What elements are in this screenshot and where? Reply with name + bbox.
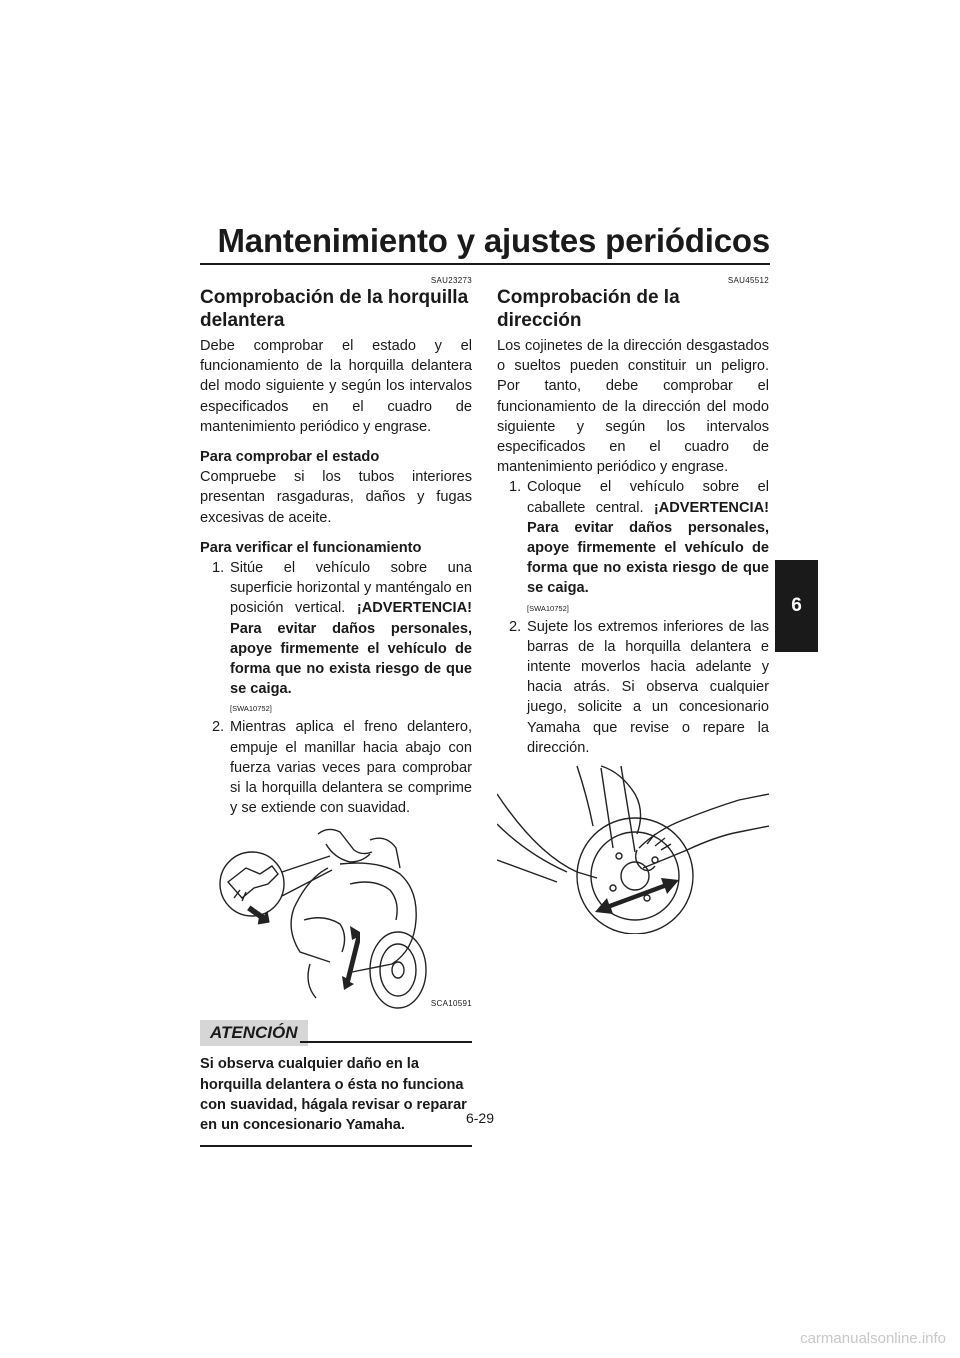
step-item [200,558,472,717]
notice-rule [300,1041,472,1043]
double-arrow-icon [595,878,679,914]
notice-label: ATENCIÓN [200,1020,308,1046]
step-text: Sitúe el vehículo sobre una superficie horizontal y manténgalo en posición vertical. [230,560,472,617]
notice-text: Si observa cualquier daño en la horquilla delantera o ésta no funciona con suavidad, hágala revisar o reparar en un concesionario Yamaha. [200,1054,472,1147]
step-item [497,477,769,616]
section-intro: Los cojinetes de la dirección desgastados o sueltos pueden constituir un peligro. Por tanto, debe comprobar el funcionamiento de la dirección del modo siguiente y según los intervalos especificados en el cuadro de mantenimiento periódico y engrase. [497,338,769,476]
condition-text: Compruebe si los tubos interiores presentan rasgaduras, daños y fugas excesivas de aceite. [200,469,472,526]
step-warning: ¡ADVERTENCIA! Para evitar daños personales, apoye firmemente el vehículo de forma que no exista riesgo de que se caiga. [230,600,472,698]
right-column [497,276,769,934]
page-number: 6-29 [465,1110,495,1126]
operation-subheading: Para verificar el funcionamiento [200,539,422,556]
steering-illustration [497,764,769,934]
section-heading: Comprobación de la dirección [497,287,680,331]
operation-steps [200,558,472,818]
steering-steps [497,477,769,758]
scooter-fork-illustration [200,824,472,1014]
step-number: 1. [509,479,522,496]
title-rule [200,263,770,265]
step-item [200,717,472,818]
warning-code: [SWA10752] [230,704,272,714]
steering-check-figure [497,764,769,934]
step-text: Sujete los extremos inferiores de las barras de la horquilla delantera e intente moverlos hacia adelante y hacia atrás. Si observa cualquier juego, solicite a un concesionario Yamaha que revise o repare la dirección. [527,618,769,756]
section-intro: Debe comprobar el estado y el funcionamiento de la horquilla delantera del modo siguiente y según los intervalos especificados en el cuadro de mantenimiento periódico y engrase. [200,338,472,435]
step-item [497,617,769,758]
step-number: 2. [509,618,522,635]
step-warning: ¡ADVERTENCIA! Para evitar daños personales, apoye firmemente el vehículo de forma que no exista riesgo de que se caiga. [527,499,769,597]
section-code: SAU45512 [727,276,769,285]
step-text: Coloque el vehículo sobre el caballete central. [527,479,769,516]
section-heading: Comprobación de la horquilla delantera [200,287,469,331]
chapter-tab[interactable]: 6 [775,560,818,652]
figure-code: SCA10591 [430,999,472,1009]
left-column [200,276,472,1147]
notice-header [200,1020,472,1046]
step-number: 2. [212,719,225,736]
warning-code: [SWA10752] [527,603,569,613]
fork-check-figure [200,824,472,1014]
section-code: SAU23273 [430,276,472,285]
step-text: Mientras aplica el freno delantero, empuje el manillar hacia abajo con fuerza varias veces para comprobar si la horquilla delantera se comprime y se extiende con suavidad. [230,719,472,817]
step-number: 1. [212,560,225,577]
condition-subheading: Para comprobar el estado [200,449,380,466]
page-title: Mantenimiento y ajustes periódicos [217,222,770,259]
watermark[interactable]: carmanualsonline.info [800,1330,946,1347]
